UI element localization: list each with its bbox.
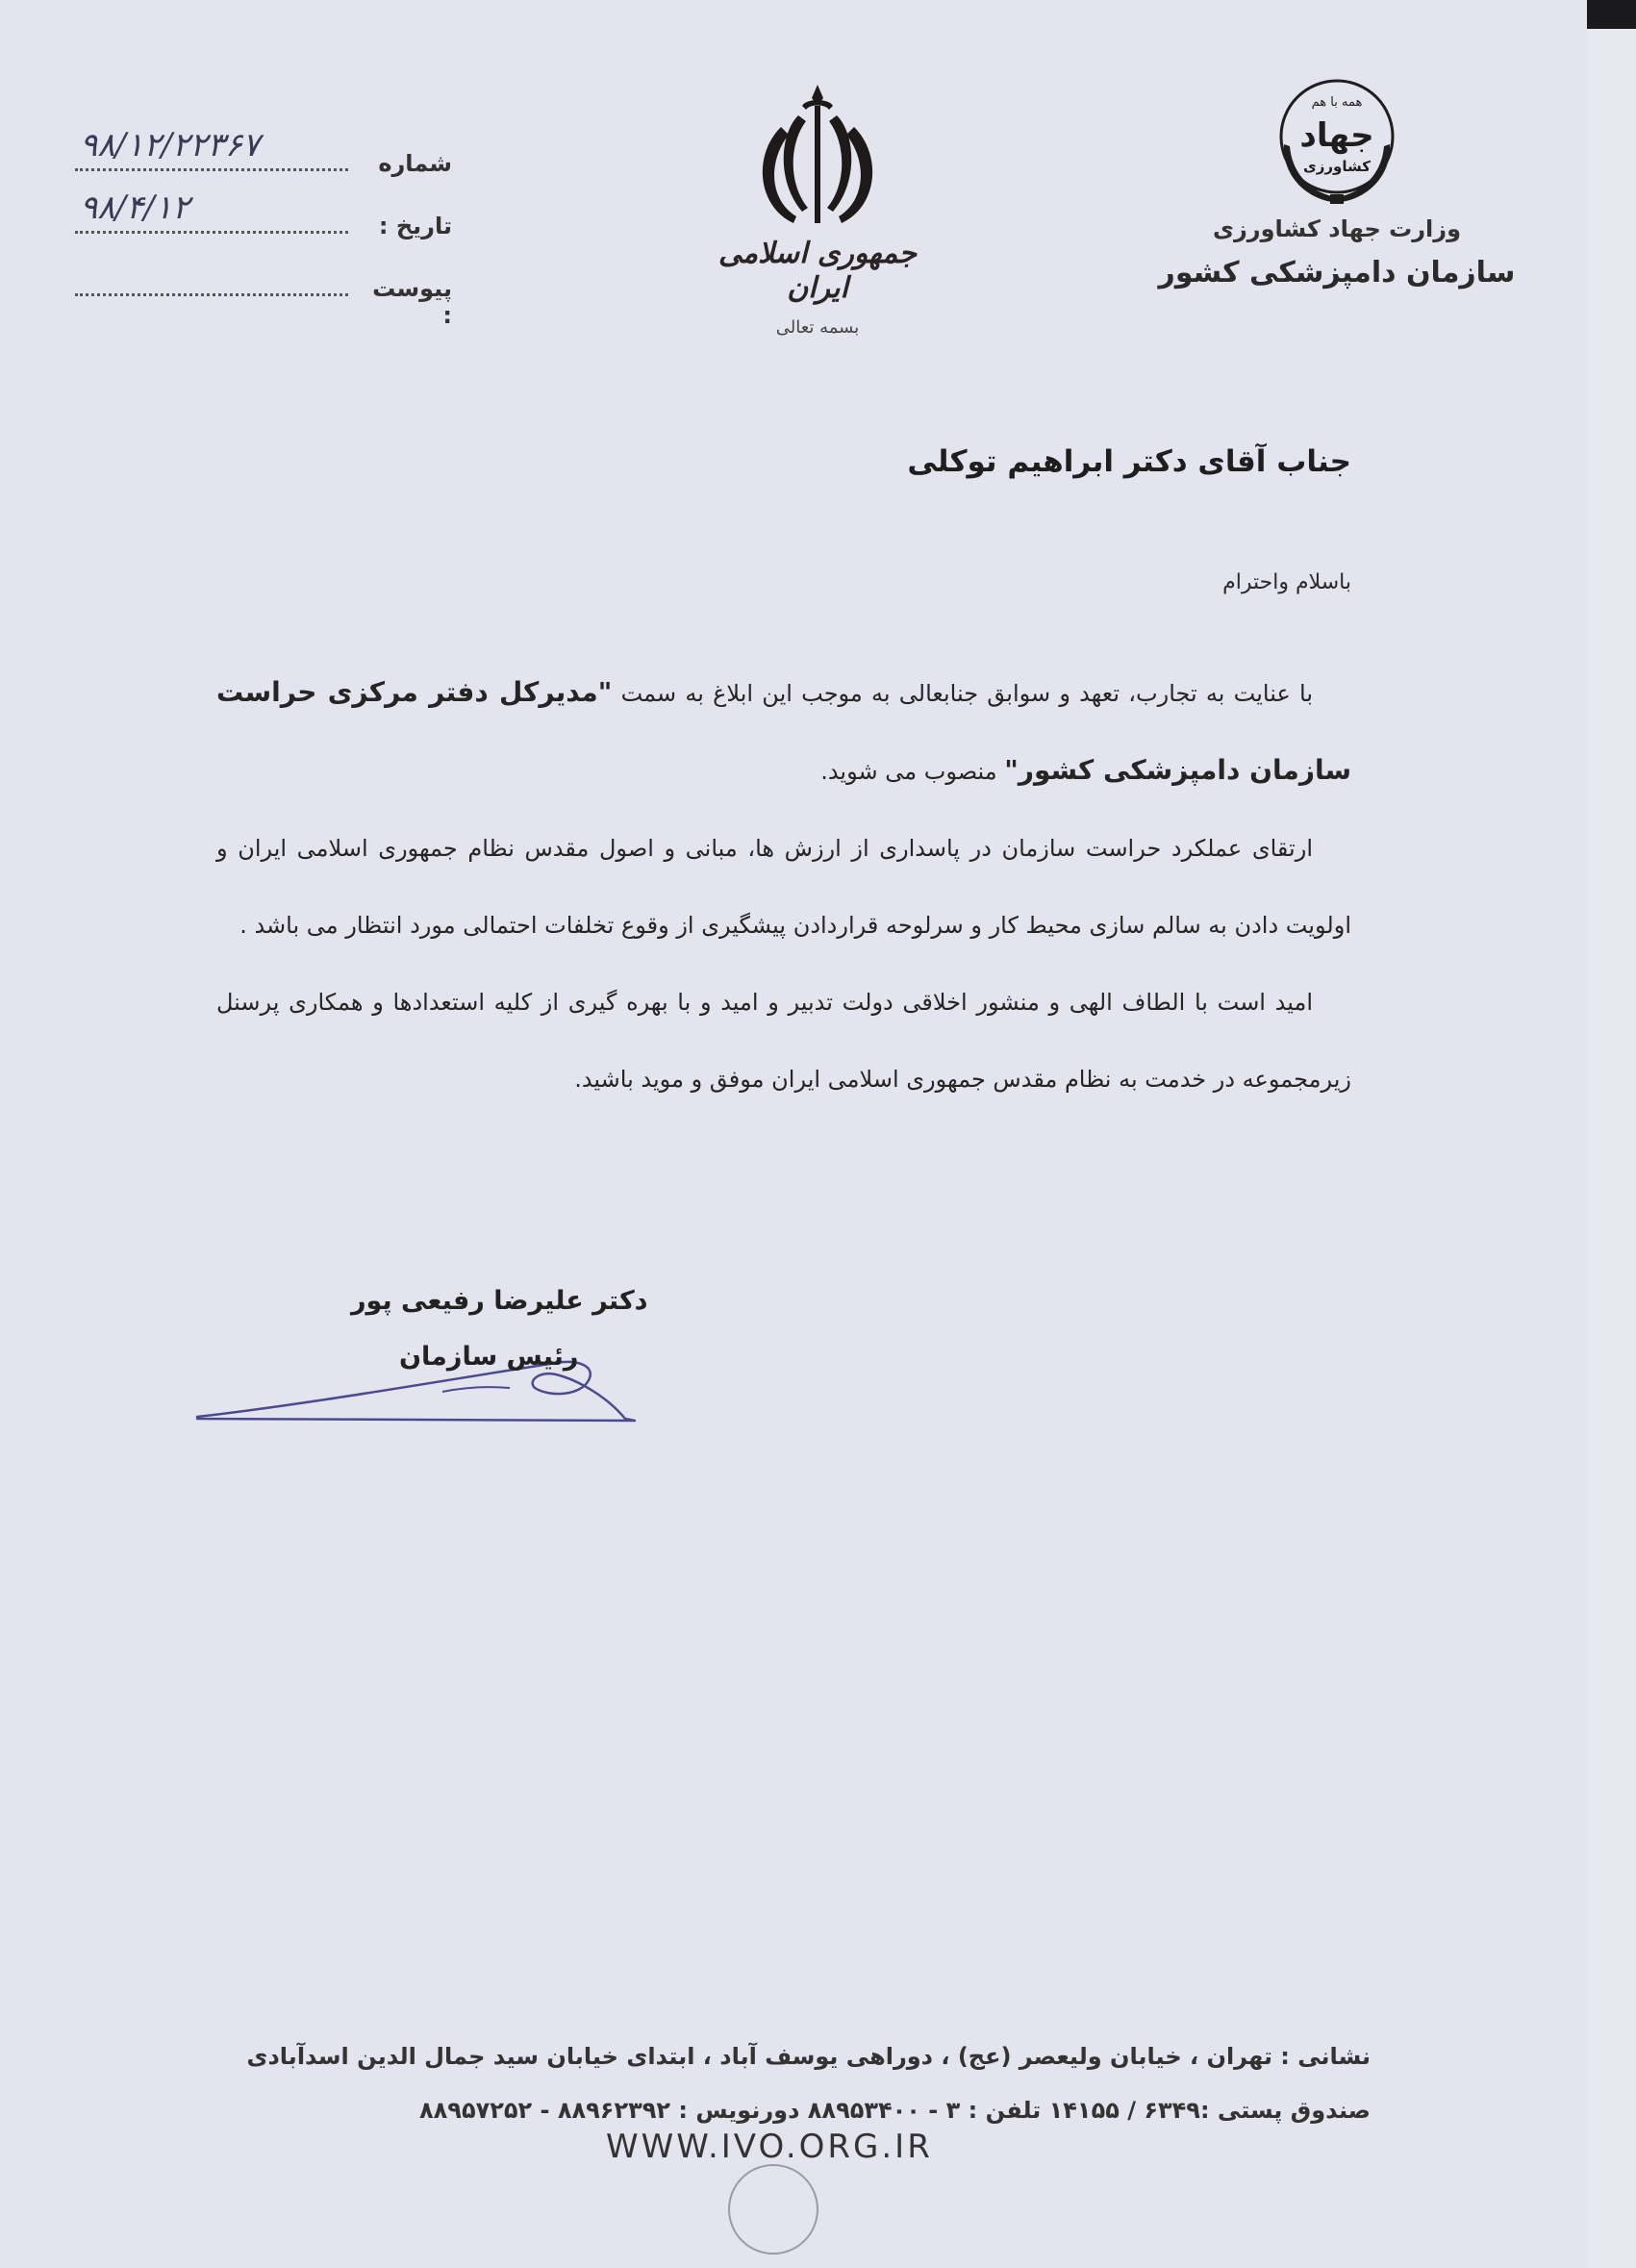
attachment-field	[75, 265, 348, 296]
signer-name: دکتر علیرضا رفیعی پور	[351, 1286, 648, 1316]
date-value: ۹۸/۴/۱۲	[80, 189, 190, 227]
letter-meta	[67, 126, 452, 329]
attachment-label: پیوست :	[372, 275, 452, 329]
paragraph-expectations: ارتقای عملکرد حراست سازمان در پاسداری از ارزش ها، مبانی و اصول مقدس نظام جمهوری اسلامی ایران و اولویت دادن به سالم سازی محیط کار و سرلوحه قراردادن پیشگیری از وقوع تخلفات احتمالی مورد انتظار می باشد .	[216, 835, 1351, 939]
paragraph-appointment	[216, 654, 1351, 810]
faint-stamp-circle	[728, 2164, 818, 2255]
signer-title: رئیس سازمان	[399, 1342, 579, 1372]
footer-address: نشانی : تهران ، خیابان ولیعصر (عج) ، دوراهی یوسف آباد ، ابتدای خیابان سید جمال الدین اسدآبادی	[246, 2043, 1371, 2070]
invocation-text: بسمه تعالی	[775, 317, 860, 338]
greeting-line: باسلام واحترام	[1222, 570, 1351, 594]
appointment-title: "مدیرکل دفتر مرکزی حراست سازمان دامپزشکی کشور"	[216, 676, 1351, 786]
emblem-caption: جمهوری اسلامی ایران	[717, 237, 918, 305]
footer-contact: صندوق پستی :۶۳۴۹ / ۱۴۱۵۵ تلفن : ۳ - ۸۸۹۵۳۴۰۰ دورنویس : ۸۸۹۶۲۳۹۲ - ۸۸۹۵۷۲۵۲	[419, 2097, 1371, 2124]
jahad-keshavarzi-logo-icon	[1255, 67, 1419, 212]
scan-edge-side	[1587, 29, 1636, 2268]
number-value: ۹۸/۱۲/۲۲۳۶۷	[80, 126, 261, 164]
ministry-name: وزارت جهاد کشاورزی	[1212, 215, 1461, 242]
recipient-line: جناب آقای دکتر ابراهیم توکلی	[907, 444, 1351, 479]
date-field	[75, 189, 348, 234]
signature-block	[192, 1274, 673, 1438]
number-label: شماره	[378, 150, 452, 177]
date-label: تاریخ :	[378, 213, 452, 239]
date-row	[67, 189, 452, 265]
letterhead-footer	[216, 2029, 1371, 2137]
paragraph1-part2: منصوب می شوید.	[820, 758, 1005, 785]
scan-edge-dark	[1587, 0, 1636, 29]
paragraph1-part1: با عنایت به تجارب، تعهد و سوابق جنابعالی به موجب این ابلاغ به سمت	[612, 680, 1313, 707]
logo-text-main: جهاد	[1299, 116, 1374, 155]
attachment-row	[67, 265, 452, 327]
organization-block	[1154, 67, 1520, 290]
paragraph-closing: امید است با الطاف الهی و منشور اخلاقی دولت تدبیر و امید و با بهره گیری از کلیه استعدادها و همکاری پرسنل زیرمجموعه در خدمت به نظام مقدس جمهوری اسلامی ایران موفق و موید باشید.	[216, 989, 1351, 1093]
organization-name: سازمان دامپزشکی کشور	[1158, 256, 1516, 290]
iran-emblem-icon	[741, 77, 894, 231]
footer-website-link[interactable]: WWW.IVO.ORG.IR	[606, 2128, 933, 2166]
number-field	[75, 126, 348, 171]
emblem-block	[692, 77, 943, 338]
letter-body	[216, 654, 1351, 1118]
logo-text-bottom: کشاورزی	[1303, 158, 1371, 175]
logo-text-top: همه با هم	[1311, 95, 1363, 110]
